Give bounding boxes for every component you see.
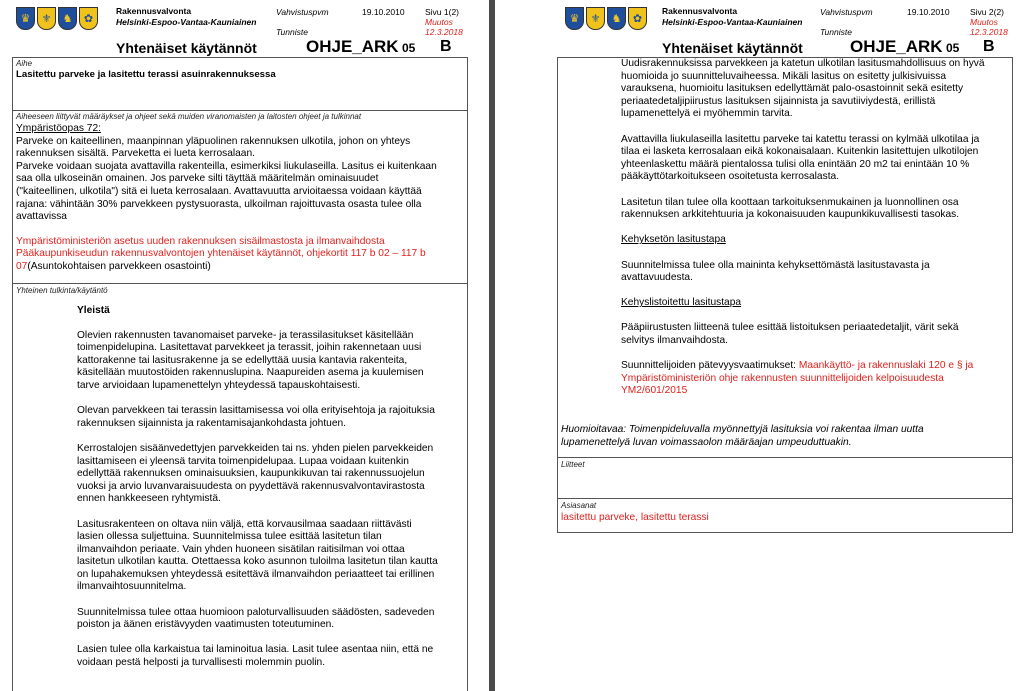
- kauniainen-crest-icon: ✿: [79, 7, 98, 30]
- frameless-heading: Kehyksetön lasitustapa: [621, 234, 726, 246]
- identifier-label: Tunniste: [820, 27, 852, 37]
- identifier-label: Tunniste: [276, 27, 308, 37]
- changes-label: Muutos: [970, 17, 998, 27]
- decree-line: Ympäristöministeriön asetus uuden rakennuksen sisäilmastosta ja ilmanvaihdosta: [16, 235, 385, 247]
- paragraph: Avattavilla liukulaseilla lasitettu parveke tai katettu terassi on kylmää ulkotilaa ja tilaa ei lasketa kerrosalaan eikä kokonaisalaan. Kuitenkin lasitettujen ulkotilojen yhteenlaskettu määrä pientalossa tulisi olla enintään 20 m2 tai enintään 10 % pääkäyttötarkoitukseen osoitetusta kerrosalasta.: [621, 133, 980, 183]
- kauniainen-crest-icon: ✿: [628, 7, 647, 30]
- doc-number: 05: [946, 41, 960, 55]
- paragraph: Kerrostalojen sisäänvedettyjen parvekkeiden tai ns. yhden pielen parvekkeiden lasittamiseen ei yleensä tarvita toimenpidelupaa. Lupaa voidaan kuitenkin edellyttää rakennuksen ominaisuuksien, kaupunkikuvan tai rakennussuojelun vuoksi ja arvio luvanvaraisuudesta on pyydettävä rakennusvalvontavirastosta ennen hankkeeseen ryhtymistä.: [77, 442, 434, 505]
- decree-suffix: (Asuntokohtaisen parvekkeen osastointi): [27, 260, 211, 272]
- helsinki-crest-icon: ♛: [16, 7, 35, 30]
- guide-line: saa olla ulkoseinän omainen. Jos parveke silti täyttää määritelmän ominaisuudet: [16, 173, 379, 185]
- paragraph: Olevien rakennusten tavanomaiset parveke- ja terassilasitukset käsitellään toimenpidelupina. Lasitettavat parvekkeet ja terassit, joihin rakennetaan uusi kattorakenne tai lasitusrakenne ja se edellyttää uusia kantavia rakenteita, käsitellään muutostöiden rakennuslupina. Naapureiden asema ja kuulemisen tarve arvioidaan lupamenettelyn yhteydessä tapauskohtaisesti.: [77, 329, 424, 391]
- municipal-logos: [565, 7, 647, 30]
- doc-revision: B: [440, 38, 452, 55]
- practice-caption: Yhteinen tulkinta/käytäntö: [16, 286, 108, 295]
- qualification-paragraph: Suunnittelijoiden pätevyysvaatimukset: Maankäyttö- ja rakennuslaki 120 e § ja Ympäristöministeriön ohje rakennusten suunnittelijoiden kelpoisuudesta YM2/601/2015: [621, 360, 974, 397]
- subject-title: Lasitettu parveke ja lasitettu terassi asuinrakennuksessa: [16, 69, 276, 80]
- practice-body: [77, 305, 467, 682]
- confirmed-date: 19.10.2010: [907, 7, 950, 17]
- general-heading: Yleistä: [77, 305, 110, 316]
- organisation-block: [116, 6, 256, 28]
- espoo-crest-icon: ⚜: [586, 7, 605, 30]
- paragraph: Suunnitelmissa tulee olla maininta kehyksettömästä lasitustavasta ja avattavuudesta.: [621, 259, 930, 284]
- doc-code: OHJE_ARK: [850, 37, 943, 56]
- note-paragraph: Huomioitavaa: Toimenpideluvalla myönnettyjä lasituksia voi rakentaa ilman uutta lupamenettelyä luvan voimassaolon määräajan umpeuduttuakin.: [561, 424, 924, 448]
- keywords-caption: Asiasanat: [561, 501, 597, 510]
- changes-date: 12.3.2018: [970, 27, 1008, 37]
- section-divider: [12, 283, 468, 284]
- confirmed-label: Vahvistuspvm: [276, 7, 329, 17]
- doc-heading: Yhtenäiset käytännöt: [662, 40, 803, 56]
- keywords: lasitettu parveke, lasitettu terassi: [561, 512, 709, 523]
- org-name: Rakennusvalvonta: [116, 6, 192, 16]
- section-divider: [557, 498, 1013, 499]
- vantaa-crest-icon: ♞: [58, 7, 77, 30]
- document-page-1: [0, 0, 489, 691]
- framed-heading: Kehyslistoitettu lasitustapa: [621, 297, 742, 309]
- municipal-logos: [16, 7, 98, 30]
- guide-line: Parveke on kaiteellinen, maanpinnan yläpuolinen rakennuksen ulkotila, johon on yhteys: [16, 135, 411, 147]
- doc-code: OHJE_ARK: [306, 37, 399, 56]
- espoo-crest-icon: ⚜: [37, 7, 56, 30]
- helsinki-crest-icon: ♛: [565, 7, 584, 30]
- decree-line: Pääkaupunkiseudun rakennusvalvontojen yhtenäiset käytännöt, ohjekortit 117 b 02 – 117 b: [16, 248, 426, 260]
- paragraph: Lasitetun tilan tulee olla koottaan tarkoituksenmukainen ja luonnollinen osa rakennuksen arkkitehtuuria ja kokonaisuuden kaupunkikuvallisesti tasokas.: [621, 196, 960, 221]
- org-name: Rakennusvalvonta: [662, 6, 738, 16]
- paragraph: Suunnitelmissa tulee ottaa huomioon paloturvallisuuden säädösten, sadeveden poiston ja äänen eristävyyden vaatimusten toteutuminen.: [77, 606, 435, 631]
- paragraph: Olevan parvekkeen tai terassin lasittamisessa voi olla erityisehtoja ja rajoituksia rakennuksen sijainnista ja rakentamisajankohdasta johtuen.: [77, 405, 435, 429]
- paragraph: Uudisrakennuksissa parvekkeen ja katetun ulkotilan lasitusmahdollisuus on hyvä huomioida jo suunnitteluvaiheessa. Mikäli lasitus on esitetty julkisivuissa varauksena, huomioitu lasituksen edellyttämät palo-osastoinnit sekä esitetty periaatedetaljipiirustus lasituksen sijainnista ja savutiiviydestä, erillistä lupamenettelyä ei myöhemmin tarvita.: [621, 58, 985, 120]
- org-region: Helsinki-Espoo-Vantaa-Kauniainen: [116, 17, 257, 27]
- organisation-block: [662, 6, 802, 28]
- related-caption: Aiheeseen liittyvät määräykset ja ohjeet sekä muiden viranomaisten ja laitosten ohjeet ja tulkinnat: [16, 112, 362, 121]
- doc-number: 05: [402, 41, 416, 55]
- guide-title: Ympäristöopas 72:: [16, 123, 101, 134]
- doc-revision: B: [983, 38, 995, 55]
- guide-line: rakennuksen sisältä. Parveketta ei lueta kerrosalaan.: [16, 148, 255, 160]
- decree-line: 07: [16, 260, 28, 272]
- changes-label: Muutos: [425, 17, 453, 27]
- guide-line: avattavissa: [16, 211, 67, 223]
- vantaa-crest-icon: ♞: [607, 7, 626, 30]
- guide-line: rajana: vähintään 30% parvekkeen pystysuorasta, ulkoilman rajoittuvasta osasta tulee olla: [16, 198, 422, 210]
- changes-date: 12.3.2018: [425, 27, 463, 37]
- section-divider: [12, 110, 468, 111]
- practice-body-continued: [621, 58, 1011, 411]
- paragraph: Pääpiirustusten liitteenä tulee esittää listoituksen periaatedetaljit, värit sekä selvitys ilmanvaihdosta.: [621, 322, 959, 347]
- paragraph: Lasitusrakenteen on oltava niin väljä, että korvausilmaa saadaan riittävästi lasien ollessa suljettuina. Suunnitelmissa tulee esittää lasitetun tilan ilmanvaihdon periaate. Vain yhden huoneen sisätilan raitisilman voi ottaa lasitetun ulkotilan kautta. Otettaessa koko asunnon tuloilma lasitetun tilan kautta on lupahakemuksen yhteydessä esitettävä ilmanvaihdon periaatteet tai erillinen ilmanvaihtosuunnitelma.: [77, 518, 438, 593]
- guide-line: ("kaiteellinen, ulkotila") sitä ei lueta kerrosalaan. Avattavuutta arvioitaessa voidaan käyttää: [16, 185, 422, 197]
- attachments-caption: Liitteet: [561, 460, 585, 469]
- document-page-2: [495, 0, 1024, 691]
- section-divider: [557, 457, 1013, 458]
- confirmed-label: Vahvistuspvm: [820, 7, 873, 17]
- paragraph: Lasien tulee olla karkaistua tai laminoitua lasia. Lasit tulee asentaa niin, että ne voidaan pestä helposti ja turvallisesti molemmin puolin.: [77, 644, 434, 669]
- org-region: Helsinki-Espoo-Vantaa-Kauniainen: [662, 17, 803, 27]
- subject-caption: Aihe: [16, 59, 33, 68]
- page-number: Sivu 1(2): [425, 7, 460, 17]
- confirmed-date: 19.10.2010: [362, 7, 405, 17]
- guide-line: Parveke voidaan suojata avattavilla rakenteilla, esimerkiksi liukulaseilla. Lasitus ei kuitenkaan: [16, 160, 437, 172]
- related-body: [16, 123, 466, 274]
- doc-heading: Yhtenäiset käytännöt: [116, 40, 257, 56]
- page-number: Sivu 2(2): [970, 7, 1005, 17]
